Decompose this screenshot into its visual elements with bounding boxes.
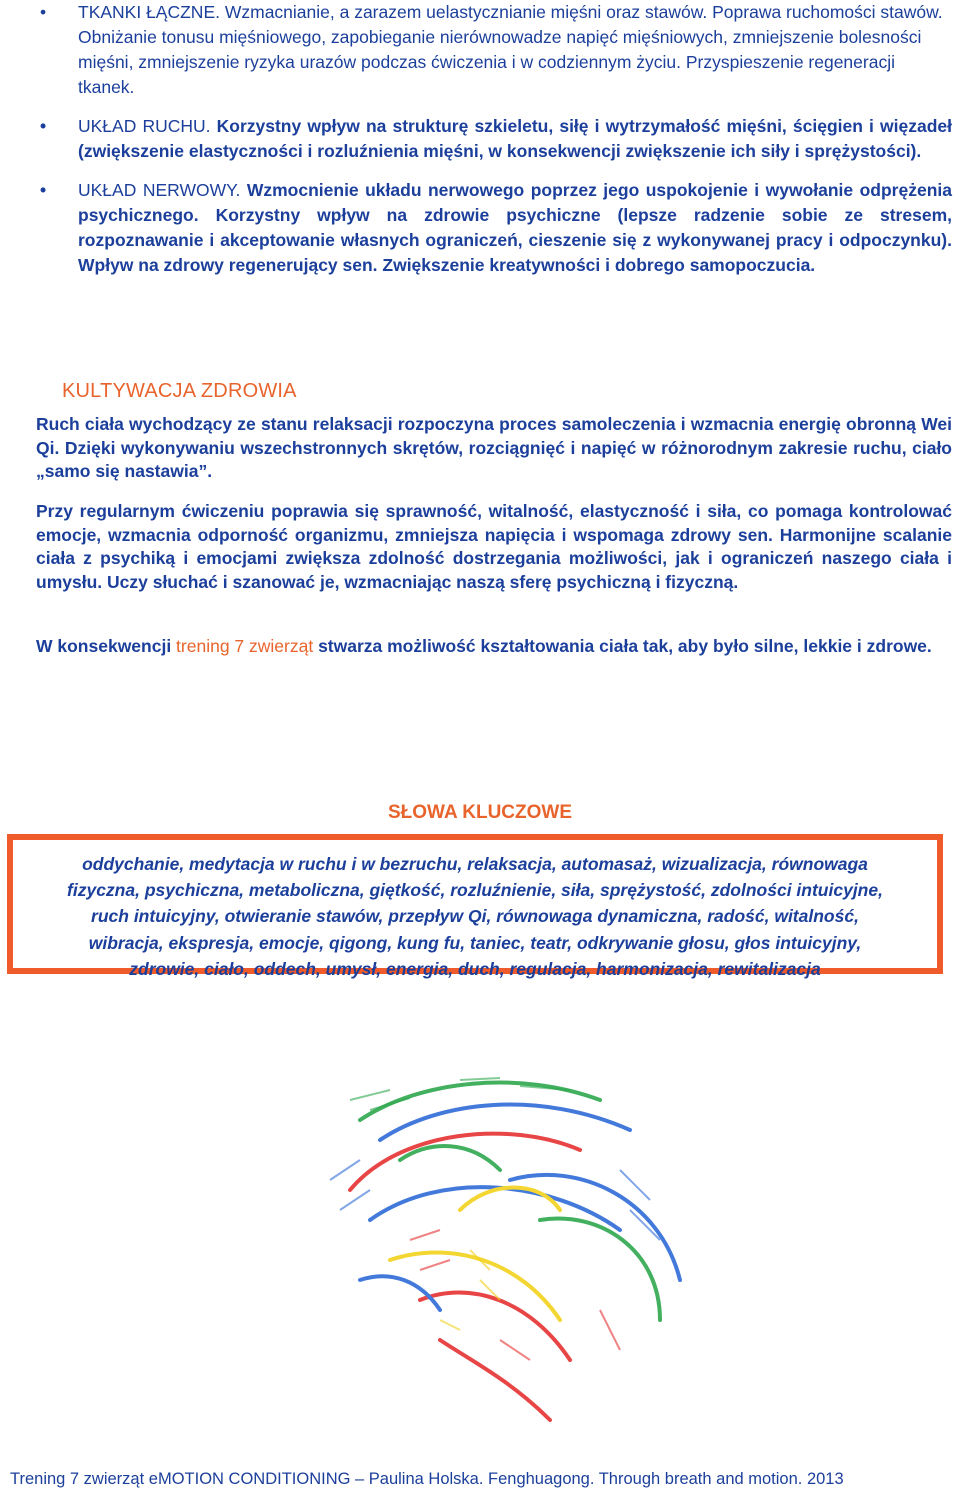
bullet-nervous-system <box>40 178 952 278</box>
highlight-training: trening 7 zwierząt <box>176 636 314 656</box>
paragraph-3 <box>36 633 952 660</box>
paragraph-2: Przy regularnym ćwiczeniu poprawia się sprawność, witalność, elastyczność i siła, co pomaga kontrolować emocje, wzmacnia odporność organizmu, zmniejsza napięcia i wspomaga zdrowy sen. Harmonijne scalanie ciała z psychiką i emocjami zwiększa zdolność dostrzegania możliwości, jak i ograniczeń naszego ciała i umysłu. Uczy słuchać i szanować je, wzmacniając naszą sferę psychiczną i fizyczną. <box>36 501 952 592</box>
keywords-box <box>7 834 943 979</box>
bullet-locomotor-system <box>40 114 952 164</box>
section-title: KULTYWACJA ZDROWIA <box>62 380 297 402</box>
bullet-connective-tissue <box>40 0 952 100</box>
paragraph-3-end: stwarza możliwość kształtowania ciała tak, aby było silne, lekkie i zdrowe. <box>313 636 932 656</box>
paragraph-1: Ruch ciała wychodzący ze stanu relaksacji rozpoczyna proces samoleczenia i wzmacnia energię obronną Wei Qi. Dzięki wykonywaniu wszechstronnych skrętów, rozciągnięć i napięć w różnorodnym zakresie ruchu, ciało „samo się nastawia”. <box>36 414 952 481</box>
bullet-text: Korzystny wpływ na strukturę szkieletu, siłę i wytrzymałość mięśni, ścięgien i więzadeł (zwiększenie elastyczności i rozluźnienia mięśni, w konsekwencji zwiększenie ich siły i sprężystości). <box>78 116 952 161</box>
benefits-list <box>40 0 952 292</box>
footer-text: Trening 7 zwierząt eMOTION CONDITIONING – Paulina Holska. Fenghuagong. Through breath and motion. 2013 <box>10 1470 844 1488</box>
paragraph-3-start: W konsekwencji <box>36 636 177 656</box>
bullet-text: Wzmacnianie, a zarazem uelastycznianie mięśni oraz stawów. Poprawa ruchomości stawów. Obniżanie tonusu mięśniowego, zapobieganie nierównowadze napięć mięśniowych, zmniejszenie bolesności mięśni, zmniejszenie ryzyka urazów podczas ćwiczenia i w codziennym życiu. Przyspieszenie regeneracji tkanek. <box>78 2 943 97</box>
keywords-line: fizyczna, psychiczna, metaboliczna, giętkość, rozluźnienie, siła, sprężystość, zdolności intuicyjne, <box>67 880 883 901</box>
bullet-text: Wzmocnienie układu nerwowego poprzez jego uspokojenie i wywołanie odprężenia psychicznego. Korzystny wpływ na zdrowie psychiczne (lepsze radzenie sobie ze stresem, rozpoznawanie i akceptowanie własnych ograniczeń, cieszenie się z wykonywanej pracy i odpoczynku). Wpływ na zdrowy regenerujący sen. Zwiększenie kreatywności i dobrego samopoczucia. <box>78 180 952 275</box>
bullet-lead: TKANKI ŁĄCZNE. <box>78 2 220 22</box>
decorative-brushstroke-art <box>300 1060 780 1440</box>
keywords-line: zdrowie, ciało, oddech, umysł, energia, duch, regulacja, harmonizacja, rewitalizacja <box>129 958 821 979</box>
keywords-title: SŁOWA KLUCZOWE <box>388 802 572 823</box>
keywords-line: oddychanie, medytacja w ruchu i w bezruchu, relaksacja, automasaż, wizualizacja, równowaga <box>82 854 868 874</box>
keywords-line: ruch intuicyjny, otwieranie stawów, przepływ Qi, równowaga dynamiczna, radość, witalność, <box>91 906 859 927</box>
keywords-line: wibracja, ekspresja, emocje, qigong, kung fu, taniec, teatr, odkrywanie głosu, głos intuicyjny, <box>88 932 862 953</box>
bullet-lead: UKŁAD RUCHU. <box>78 116 211 136</box>
bullet-lead: UKŁAD NERWOWY. <box>78 180 241 200</box>
